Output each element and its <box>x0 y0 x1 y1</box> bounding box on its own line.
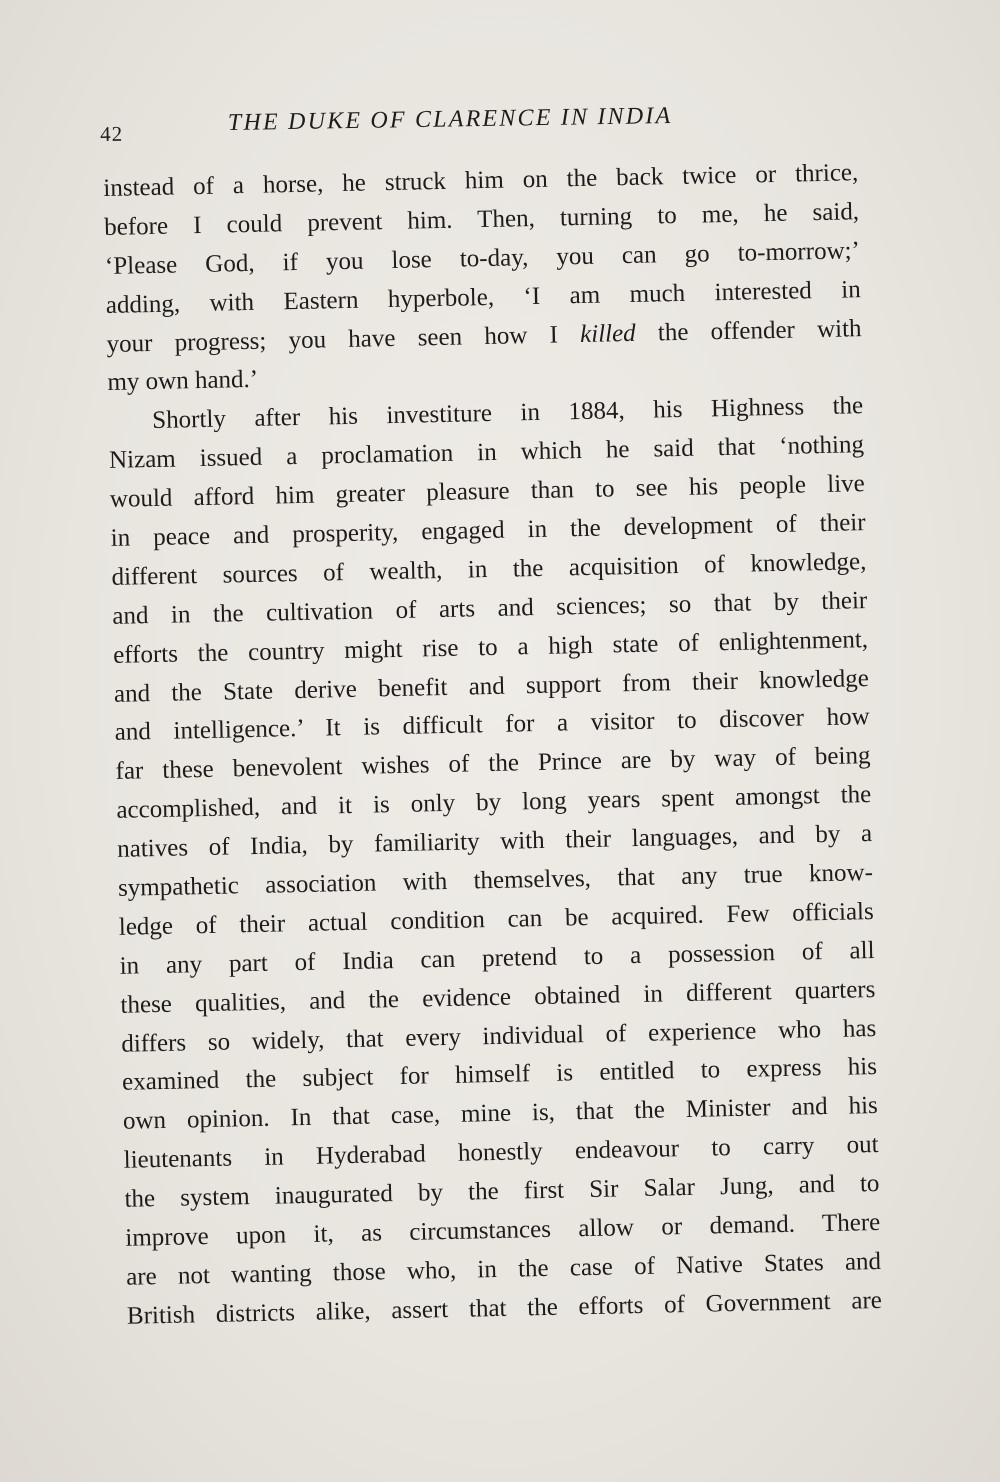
text-span: the offender with <box>635 314 862 347</box>
text-line: in peace and prosperity, engaged in the development of their <box>110 509 866 552</box>
text-line: my own hand.’ <box>107 366 259 397</box>
text-line: and intelligence.’ It is difficult for a visitor to discover how <box>114 703 870 747</box>
text-line: sympathetic association with themselves, that any true know- <box>117 859 874 902</box>
text-line: natives of India, by familiarity with their languages, and by a <box>116 820 873 863</box>
text-line: different sources of wealth, in the acquisition of knowledge, <box>111 548 867 591</box>
text-line: these qualities, and the evidence obtained in different quarters <box>120 975 876 1019</box>
text-line: improve upon it, as circumstances allow or demand. There <box>125 1209 881 1252</box>
emphasized-word: killed <box>579 319 636 348</box>
text-line: Shortly after his investiture in 1884, his Highness the <box>151 392 864 435</box>
paragraph <box>108 387 882 1336</box>
paragraph <box>103 154 863 403</box>
text-line: and in the cultivation of arts and sciences; so that by their <box>112 586 868 630</box>
text-line: examined the subject for himself is entitled to express his <box>121 1053 878 1097</box>
text-line: Nizam issued a proclamation in which he said that ‘nothing <box>108 431 865 475</box>
text-span: your progress; you have seen how I <box>106 320 581 358</box>
text-line: efforts the country might rise to a high state of enlightenment, <box>112 625 869 669</box>
text-line: would afford him greater pleasure than to see his people live <box>109 470 866 514</box>
text-line: and the State derive benefit and support from their knowledge <box>113 664 870 708</box>
text-line: accomplished, and it is only by long years spent amongst the <box>116 781 872 825</box>
page-header <box>100 96 861 148</box>
text-line: in any part of India can pretend to a possession of all <box>119 936 875 980</box>
text-line: instead of a horse, he struck him on the back twice or thrice, <box>103 159 859 202</box>
page-number: 42 <box>99 121 124 146</box>
running-head: THE DUKE OF CLARENCE IN INDIA <box>227 103 673 136</box>
text-line: adding, with Eastern hyperbole, ‘I am much interested in <box>105 275 861 319</box>
text-line: far these benevolent wishes of the Prince are by way of being <box>115 742 871 786</box>
text-line: lieutenants in Hyderabad honestly endeavour to carry out <box>123 1131 879 1175</box>
text-line: British districts alike, assert that the efforts of Government are <box>126 1286 883 1330</box>
text-line: ledge of their actual condition can be acquired. Few officials <box>118 897 874 941</box>
body-text <box>103 154 882 1336</box>
text-line: the system inaugurated by the first Sir Salar Jung, and to <box>124 1170 880 1213</box>
text-line: ‘Please God, if you lose to-day, you can go to-morrow;’ <box>104 236 861 280</box>
text-line: own opinion. In that case, mine is, that the Minister and his <box>122 1092 879 1136</box>
text-line: before I could prevent him. Then, turning to me, he said, <box>103 198 860 241</box>
text-line: differs so widely, that every individual of experience who has <box>121 1014 877 1058</box>
text-line: are not wanting those who, in the case of Native States and <box>125 1247 882 1291</box>
